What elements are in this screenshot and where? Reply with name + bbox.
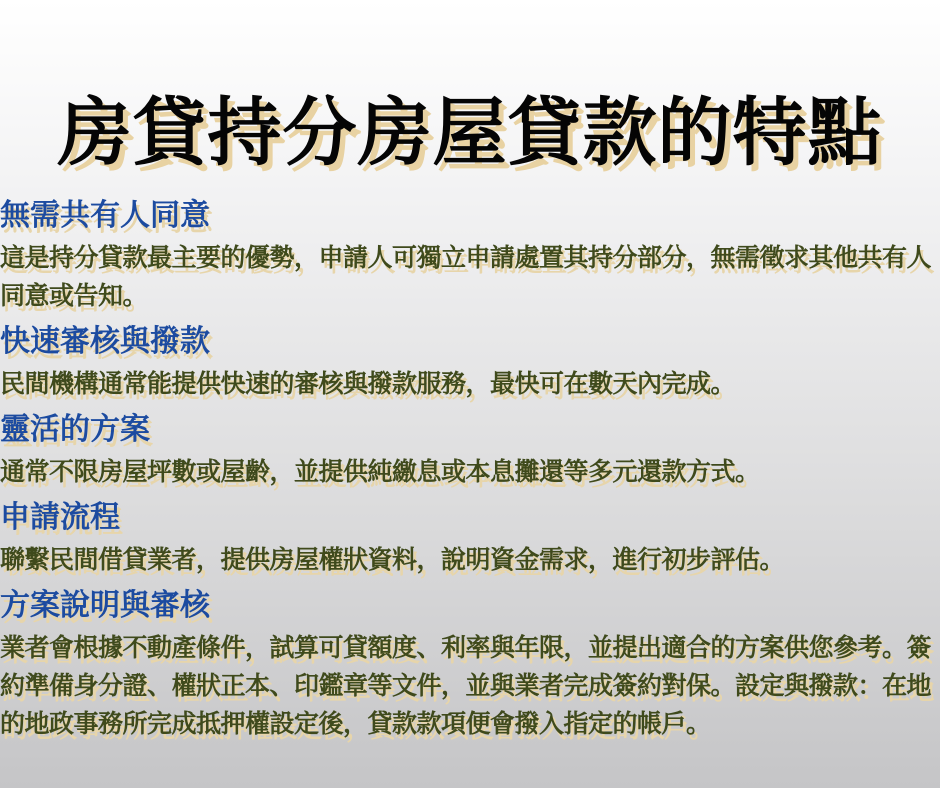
section-body: 業者會根據不動產條件，試算可貸額度、利率與年限，並提出適合的方案供您參考。簽約準備身分證、權狀正本、印鑑章等文件，並與業者完成簽約對保。設定與撥款：在地的地政事務所完成抵押權設定後，貸款款項便會撥入指定的帳戶。 — [0, 634, 932, 739]
section-heading: 申請流程 — [0, 501, 120, 535]
feature-section-fast-approval — [0, 324, 940, 403]
feature-section-plan-review — [0, 588, 940, 743]
page-title: 房貸持分房屋貸款的特點 — [57, 91, 883, 174]
feature-section-no-consent — [0, 198, 940, 315]
feature-section-application-process — [0, 500, 940, 579]
section-heading: 方案說明與審核 — [0, 589, 210, 623]
section-body: 聯繫民間借貸業者，提供房屋權狀資料，說明資金需求，進行初步評估。 — [0, 546, 785, 575]
feature-section-flexible-plans — [0, 412, 940, 491]
section-heading: 靈活的方案 — [0, 413, 150, 447]
section-body: 民間機構通常能提供快速的審核與撥款服務，最快可在數天內完成。 — [0, 370, 736, 399]
section-heading: 無需共有人同意 — [0, 199, 210, 233]
section-body: 這是持分貸款最主要的優勢，申請人可獨立申請處置其持分部分，無需徵求其他共有人同意或告知。 — [0, 244, 932, 311]
section-body: 通常不限房屋坪數或屋齡，並提供純繳息或本息攤還等多元還款方式。 — [0, 458, 760, 487]
section-heading: 快速審核與撥款 — [0, 325, 210, 359]
